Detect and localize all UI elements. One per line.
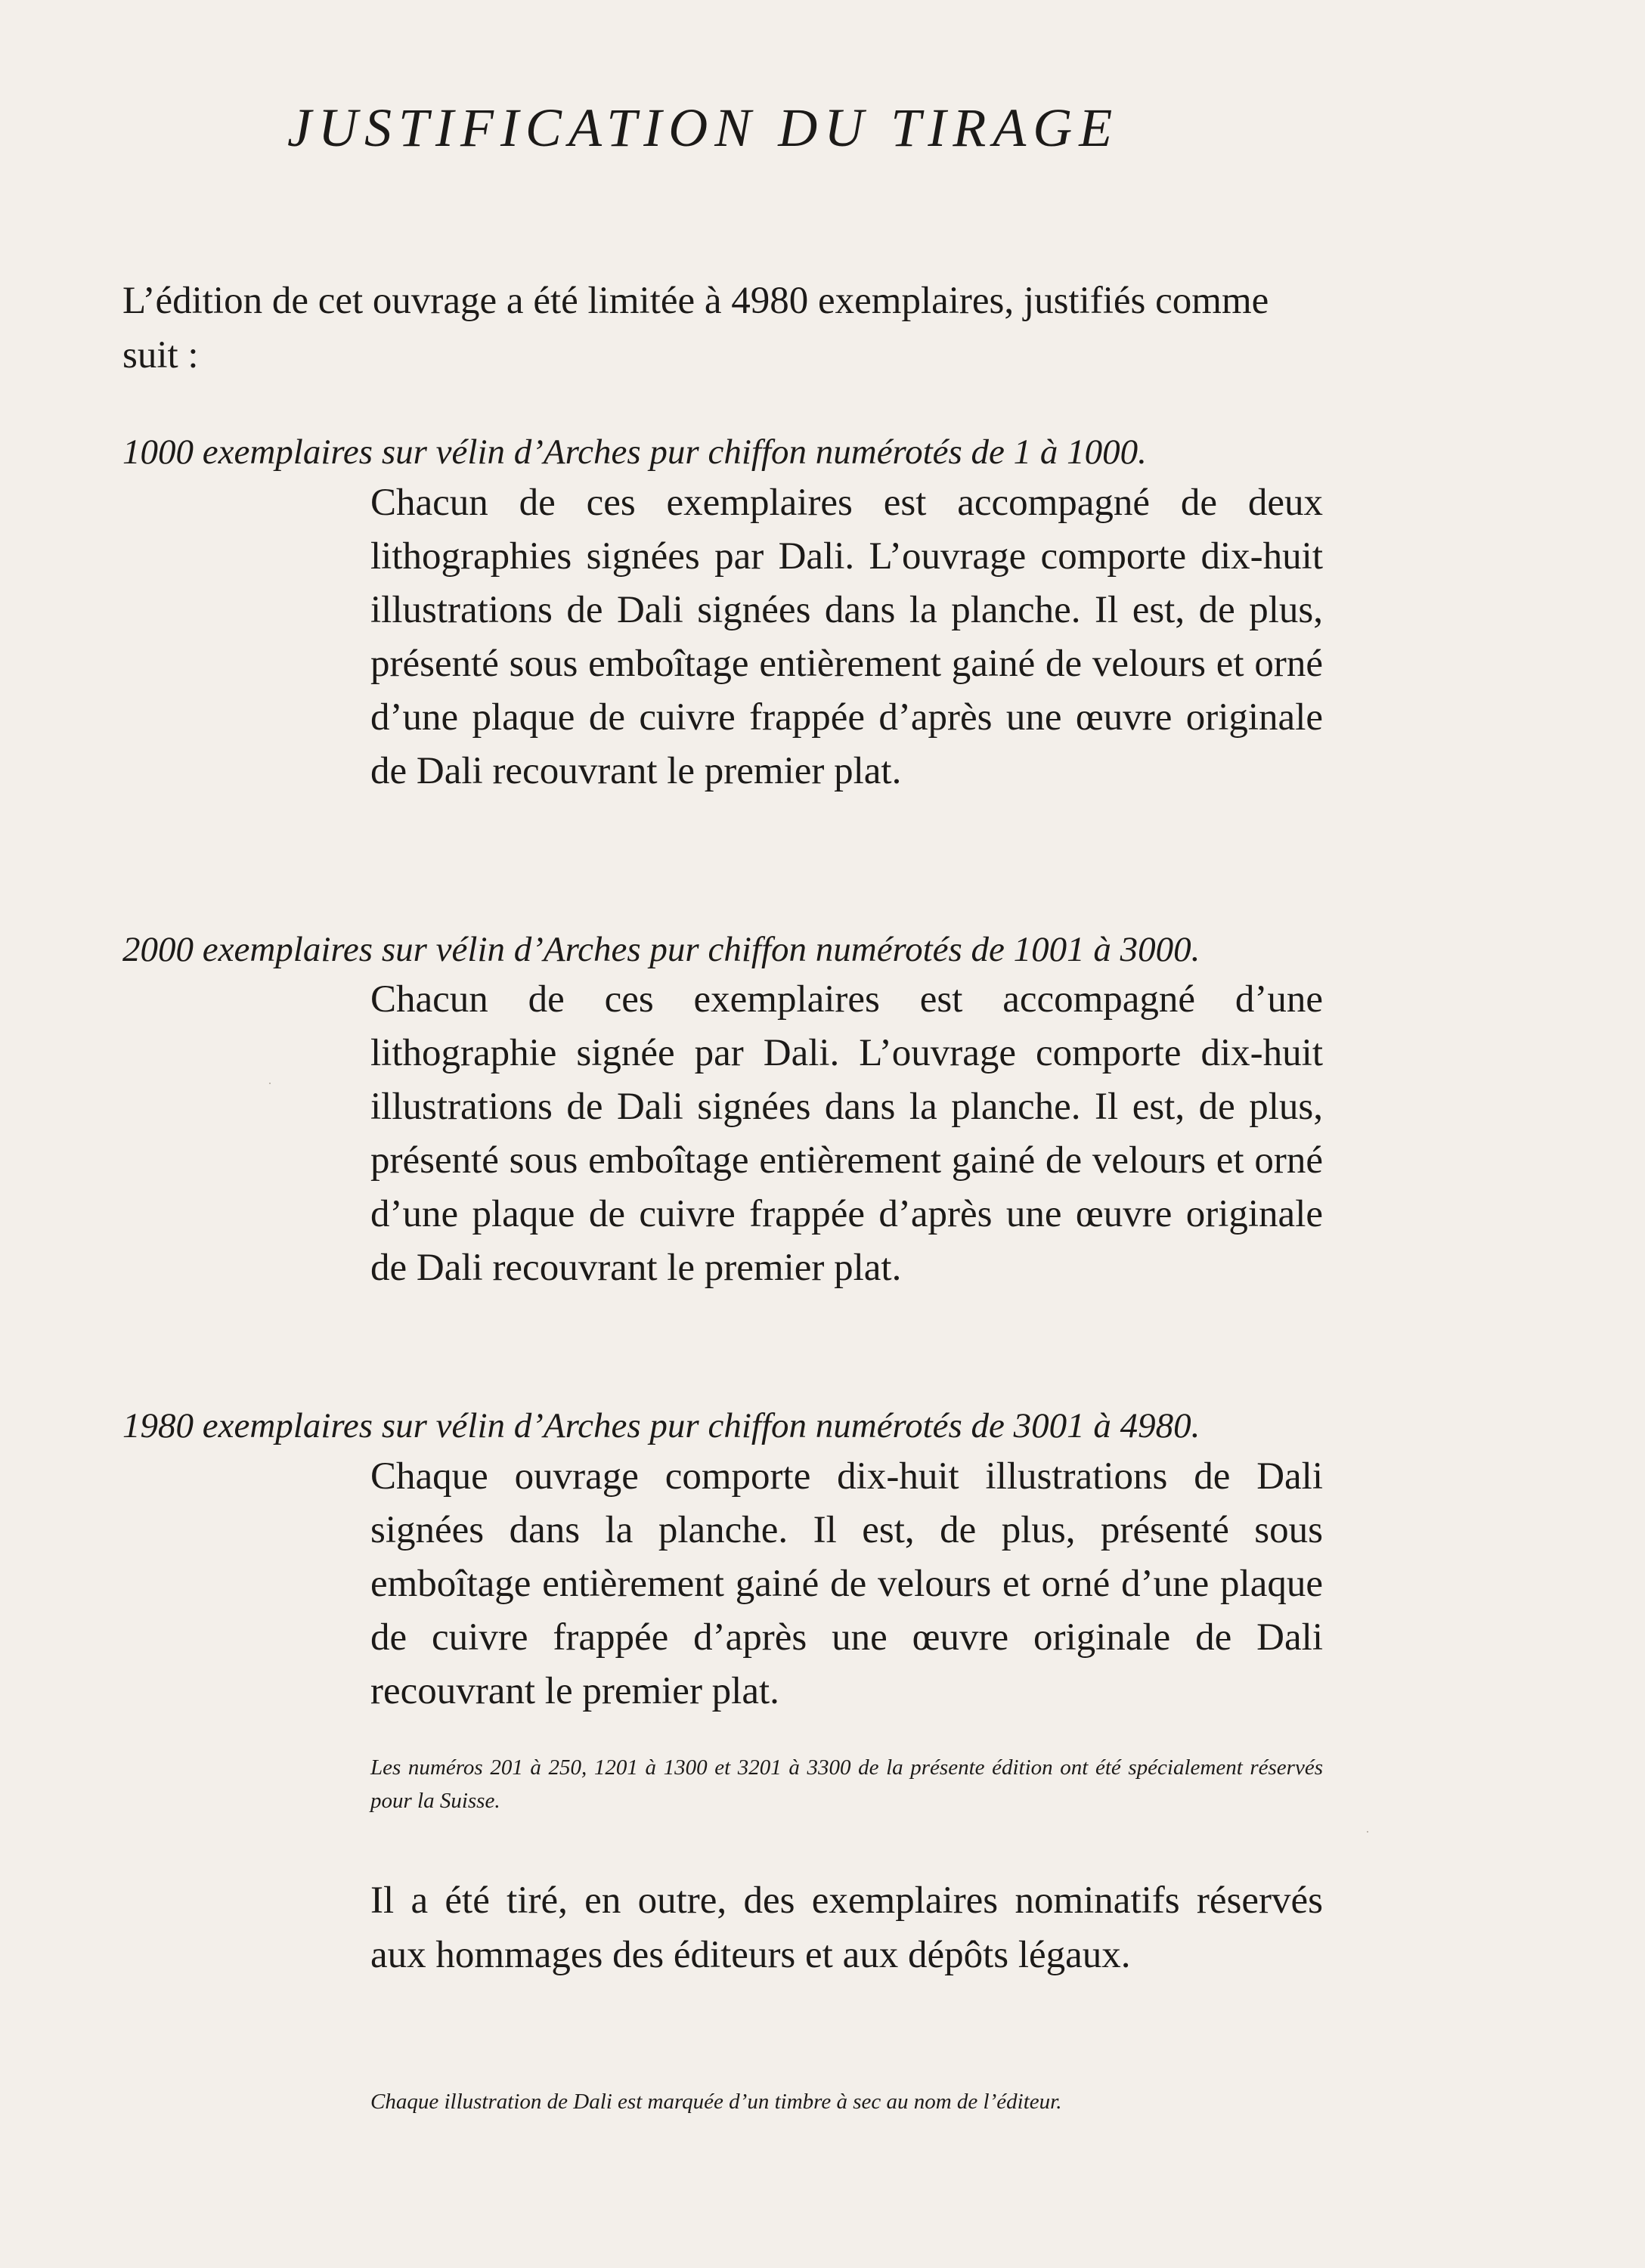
section-1-heading: 1000 exemplaires sur vélin d’Arches pur chiffon numérotés de 1 à 1000. bbox=[122, 432, 1147, 472]
section-2-body: Chacun de ces exemplaires est accompagné d’une lithographie signée par Dali. L’ouvrage comporte dix-huit illustrations de Dali signées dans la planche. Il est, de plus, présenté sous emboîtage entièrement gainé de velours et orné d’une plaque de cuivre frappée d’après une œuvre originale de Dali recouvrant le premier plat. bbox=[370, 978, 1323, 1289]
section-3-body: Chaque ouvrage comporte dix-huit illustrations de Dali signées dans la planche. Il est, de plus, présenté sous emboîtage entièrement gainé de velours et orné d’une plaque de cuivre frappée d’après une œuvre originale de Dali recouvrant le premier plat. bbox=[370, 1455, 1323, 1712]
section-1-body: Chacun de ces exemplaires est accompagné de deux lithographies signées par Dali. L’ouvrage comporte dix-huit illustrations de Dali signées dans la planche. Il est, de plus, présenté sous emboîtage entièrement gainé de velours et orné d’une plaque de cuivre frappée d’après une œuvre originale de Dali recouvrant le premier plat. bbox=[370, 482, 1323, 792]
section-2-heading: 2000 exemplaires sur vélin d’Arches pur chiffon numérotés de 1001 à 3000. bbox=[122, 930, 1200, 969]
footer-note: Chaque illustration de Dali est marquée d’un timbre à sec au nom de l’éditeur. bbox=[370, 2090, 1062, 2114]
paper-speck bbox=[1367, 1831, 1368, 1833]
intro-paragraph: L’édition de cet ouvrage a été limitée à 4980 exemplaires, justifiés comme suit : bbox=[122, 280, 1269, 376]
section-3-heading: 1980 exemplaires sur vélin d’Arches pur chiffon numérotés de 3001 à 4980. bbox=[122, 1406, 1200, 1445]
paper-speck bbox=[269, 1083, 271, 1084]
page-title: JUSTIFICATION DU TIRAGE bbox=[287, 98, 1120, 158]
closing-paragraph: Il a été tiré, en outre, des exemplaires nominatifs réservés aux hommages des éditeurs et aux dépôts légaux. bbox=[370, 1879, 1323, 1976]
swiss-reservation-note: Les numéros 201 à 250, 1201 à 1300 et 3201 à 3300 de la présente édition ont été spécialement réservés pour la Suisse. bbox=[370, 1755, 1323, 1813]
